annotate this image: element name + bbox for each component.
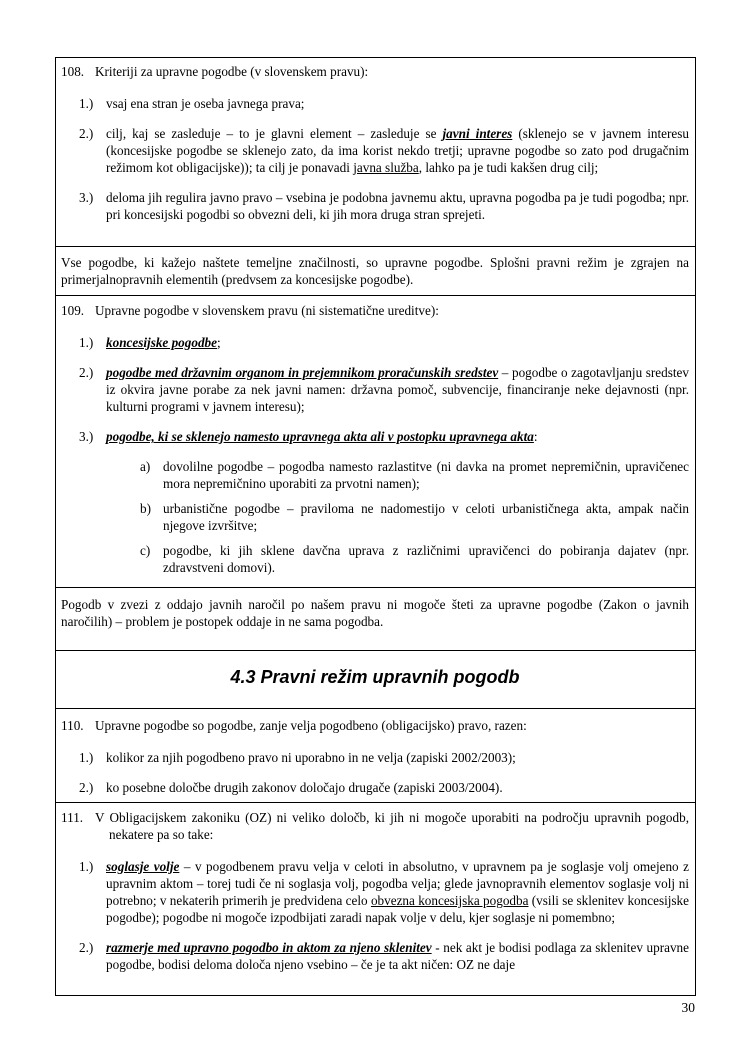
sub-list-item bbox=[140, 542, 689, 576]
item-text bbox=[163, 501, 689, 533]
item-text bbox=[106, 126, 689, 175]
section-number: 109. bbox=[61, 303, 85, 318]
note-row-1 bbox=[56, 246, 695, 295]
section-number: 110. bbox=[61, 718, 84, 733]
text-segment: deloma jih regulira javno pravo – vsebina je podobna javnemu aktu, upravna pogodba pa je tudi pogodba; npr. pri koncesijski pogodbi so obvezni deli, ki jih mora druga stran sprejeti. bbox=[106, 190, 689, 222]
text-segment: soglasje volje bbox=[106, 859, 180, 874]
section-109 bbox=[56, 295, 695, 587]
section-heading bbox=[61, 717, 689, 734]
paragraph: Vse pogodbe, ki kažejo naštete temeljne značilnosti, so upravne pogodbe. Splošni pravni režim je zgrajen na primerjalnopravnih elementih (predvsem za koncesijske pogodbe). bbox=[61, 255, 689, 287]
section-heading bbox=[61, 63, 689, 80]
page-number: 30 bbox=[681, 1000, 695, 1015]
item-text bbox=[106, 429, 538, 444]
sub-list-item bbox=[140, 500, 689, 534]
list-item bbox=[79, 189, 689, 223]
text-segment: - nek akt je bodisi podlaga za sklenitev upravne pogodbe, bodisi deloma določa njeno vsebino – če je ta akt ničen: OZ ne daje bbox=[106, 940, 689, 972]
text-segment: urbanistične pogodbe – praviloma ne nadomestijo v celoti urbanističnega akta, ampak način njegove izvršitve; bbox=[163, 501, 689, 533]
item-text bbox=[106, 859, 689, 925]
sub-list-item bbox=[140, 458, 689, 492]
item-marker: 2.) bbox=[79, 940, 94, 955]
section-heading bbox=[61, 809, 689, 843]
chapter-heading-row bbox=[56, 650, 695, 708]
list-item bbox=[79, 334, 689, 351]
item-marker: c) bbox=[140, 543, 151, 558]
list-item bbox=[79, 125, 689, 176]
list-item bbox=[79, 749, 689, 766]
item-marker: 1.) bbox=[79, 750, 94, 765]
text-segment: , lahko pa je tudi kakšen drug cilj; bbox=[418, 160, 599, 175]
item-marker: b) bbox=[140, 501, 151, 516]
text-segment: ko posebne določbe drugih zakonov določajo drugače (zapiski 2003/2004). bbox=[106, 780, 503, 795]
item-marker: 3.) bbox=[79, 429, 94, 444]
section-108 bbox=[56, 58, 695, 246]
item-marker: 2.) bbox=[79, 365, 94, 380]
text-segment: dovolilne pogodbe – pogodba namesto razlastitve (ni davka na promet nepremičnin, upravičenec mora nepremičnino uporabiti za prvotni namen); bbox=[163, 459, 689, 491]
section-111 bbox=[56, 802, 695, 995]
item-text bbox=[106, 335, 221, 350]
text-segment: javna služba bbox=[353, 160, 419, 175]
text-segment: cilj, kaj se zasleduje – to je glavni element – zasleduje se bbox=[106, 126, 443, 141]
item-marker: 2.) bbox=[79, 780, 94, 795]
text-segment: (vsili se sklenitev koncesijske pogodbe); pogodbe ni mogoče izpodbijati zaradi napak volje v delu, kjer soglasje ni pomembno; bbox=[106, 893, 689, 925]
item-text bbox=[106, 750, 516, 765]
item-marker: 1.) bbox=[79, 335, 94, 350]
item-text bbox=[106, 96, 304, 111]
text-segment: pogodbe, ki se sklenejo namesto upravnega akta ali v postopku upravnega akta bbox=[106, 429, 534, 444]
item-marker: 1.) bbox=[79, 859, 94, 874]
text-segment: javni interes bbox=[442, 126, 513, 141]
chapter-heading: 4.3 Pravni režim upravnih pogodb bbox=[230, 667, 520, 687]
content-table bbox=[55, 57, 696, 996]
text-segment: obvezna koncesijska pogodba bbox=[370, 893, 529, 908]
list-item bbox=[79, 939, 689, 973]
section-title: Kriteriji za upravne pogodbe (v slovenskem pravu): bbox=[95, 64, 369, 79]
list-item bbox=[79, 779, 689, 796]
text-segment: koncesijske pogodbe bbox=[106, 335, 217, 350]
text-segment: – v pogodbenem pravu velja v celoti in absolutno, v upravnem pa je soglasje volj omejeno z upravnim aktom – torej tudi če ni soglasja volj, pogodba velja; glede javnopravnih elementov soglasje volj ni potrebno; v nekaterih primerih je predvidena celo bbox=[106, 859, 689, 908]
text-segment: vsaj ena stran je oseba javnega prava; bbox=[106, 96, 305, 111]
section-heading bbox=[61, 302, 689, 319]
section-title: Upravne pogodbe v slovenskem pravu (ni sistematične ureditve): bbox=[95, 303, 439, 318]
text-segment: (sklenejo se v javnem interesu (koncesijske pogodbe se sklenejo zato, da ima korist nekdo tretji; upravne pogodbe so zato pod drugačnim režimom kot obligacijske)); ta cilj je ponavadi bbox=[106, 126, 690, 175]
text-segment: pogodbe, ki jih sklene davčna uprava z različnimi upravičenci do pobiranja dajatev (npr. zdravstveni domovi). bbox=[163, 543, 689, 575]
item-text bbox=[106, 780, 503, 795]
text-segment: ; bbox=[216, 335, 221, 350]
item-text bbox=[106, 365, 689, 414]
text-segment: : bbox=[533, 429, 538, 444]
item-marker: 3.) bbox=[79, 190, 94, 205]
item-text bbox=[163, 543, 689, 575]
text-segment: kolikor za njih pogodbeno pravo ni uporabno in ne velja (zapiski 2002/2003); bbox=[106, 750, 516, 765]
list-item bbox=[79, 364, 689, 415]
text-segment: pogodbe med državnim organom in prejemnikom proračunskih sredstev bbox=[106, 365, 499, 380]
list-item bbox=[79, 95, 689, 112]
paragraph: Pogodb v zvezi z oddajo javnih naročil po našem pravu ni mogoče šteti za upravne pogodbe (Zakon o javnih naročilih) – problem je postopek oddaje in ne sama pogodba. bbox=[61, 597, 689, 629]
item-text bbox=[106, 190, 689, 222]
list-item bbox=[79, 858, 689, 926]
section-number: 108. bbox=[61, 64, 85, 79]
item-marker: 2.) bbox=[79, 126, 94, 141]
section-110 bbox=[56, 708, 695, 802]
list-item bbox=[79, 428, 689, 445]
text-segment: razmerje med upravno pogodbo in aktom za njeno sklenitev bbox=[106, 940, 432, 955]
note-row-2 bbox=[56, 587, 695, 650]
text-segment: – pogodbe o zagotavljanju sredstev iz okvira javne porabe za nek javni namen: državna pomoč, subvencije, financiranje neke dejavnosti (npr. kulturni programi v javnem interesu); bbox=[106, 365, 689, 414]
item-marker: 1.) bbox=[79, 96, 94, 111]
item-text bbox=[163, 459, 689, 491]
item-text bbox=[106, 940, 689, 972]
section-title: Upravne pogodbe so pogodbe, zanje velja pogodbeno (obligacijsko) pravo, razen: bbox=[95, 718, 527, 733]
section-title: V Obligacijskem zakoniku (OZ) ni veliko določb, ki jih ni mogoče uporabiti na področju upravnih pogodb, nekatere pa so take: bbox=[95, 810, 689, 842]
item-marker: a) bbox=[140, 459, 151, 474]
section-number: 111. bbox=[61, 810, 84, 825]
